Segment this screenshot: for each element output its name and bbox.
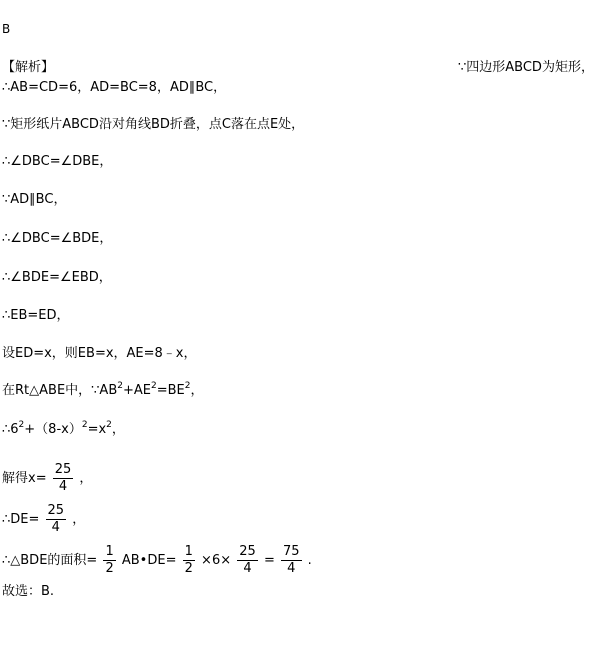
equation-exp-3: 2 (106, 420, 112, 430)
fraction-de-numerator: 25 (47, 503, 65, 518)
area-mid-3: = (263, 553, 275, 568)
solution-line-7: ∴EB=ED， (2, 308, 70, 323)
equation-exp-2: 2 (81, 420, 88, 430)
pythag-exp-3: 2 (184, 381, 191, 391)
solve-x-line (2, 462, 92, 495)
fraction-de-denominator: 4 (51, 520, 60, 535)
answer-letter: B (2, 22, 11, 36)
fraction-half-2 (183, 544, 195, 577)
fraction-x-numerator: 25 (54, 462, 72, 477)
solution-right-clause: ∵四边形ABCD为矩形， (458, 60, 594, 75)
solution-line-6: ∴∠BDE=∠EBD， (2, 270, 112, 285)
pythag-suffix: ， (190, 383, 204, 398)
solve-x-suffix: ， (79, 471, 93, 486)
fraction-half-1-numerator: 1 (105, 544, 114, 559)
fraction-75-4-numerator: 75 (282, 544, 300, 559)
fraction-half-1 (103, 544, 115, 577)
solution-header: 【解析】 (2, 60, 55, 75)
area-line (2, 544, 312, 577)
fraction-half-2-numerator: 1 (184, 544, 193, 559)
area-mid-2: ×6× (201, 553, 232, 568)
solution-line-3: ∴∠DBC=∠DBE， (2, 154, 113, 169)
solve-x-prefix: 解得x= (2, 471, 47, 486)
equation-suffix: ， (111, 422, 125, 437)
fraction-x-denominator: 4 (58, 479, 68, 494)
equation-mid-2: =x (87, 422, 107, 437)
fraction-75-4 (281, 544, 302, 577)
equation-mid: +（8-x） (24, 422, 82, 437)
de-prefix: ∴DE= (2, 512, 40, 527)
area-suffix: . (307, 553, 312, 568)
fraction-75-4-denominator: 4 (287, 561, 296, 576)
area-prefix: ∴△BDE的面积= (2, 553, 98, 568)
equation-line (2, 422, 125, 439)
pythag-exp-1: 2 (117, 381, 123, 391)
fraction-x (53, 462, 74, 495)
pythag-prefix: 在Rt△ABE中，∵AB (2, 383, 118, 398)
pythag-mid-1: +AE (122, 383, 151, 398)
de-suffix: ， (72, 512, 86, 527)
de-value-line (2, 503, 85, 536)
solution-line-4: ∵AD∥BC， (2, 192, 67, 207)
equation-exp-1: 2 (18, 420, 25, 430)
fraction-25-4-numerator: 25 (239, 544, 256, 559)
fraction-half-2-denominator: 2 (184, 561, 193, 576)
solution-line-8: 设ED=x，则EB=x，AE=8﹣x， (2, 346, 197, 361)
equation-prefix: ∴6 (2, 422, 19, 437)
conclusion-line: 故选：B. (2, 584, 55, 599)
fraction-half-1-denominator: 2 (105, 561, 114, 576)
solution-line-5: ∴∠DBC=∠BDE， (2, 231, 113, 246)
pythag-mid-2: =BE (156, 383, 185, 398)
fraction-de (46, 503, 67, 536)
solution-line-2: ∵矩形纸片ABCD沿对角线BD折叠，点C落在点E处， (2, 117, 305, 132)
area-mid-1: AB•DE= (121, 553, 177, 568)
fraction-25-4 (237, 544, 258, 577)
pythag-exp-2: 2 (150, 381, 157, 391)
fraction-25-4-denominator: 4 (243, 561, 252, 576)
solution-line-1: ∴AB=CD=6，AD=BC=8，AD∥BC， (2, 80, 227, 95)
pythagorean-line (2, 383, 204, 400)
